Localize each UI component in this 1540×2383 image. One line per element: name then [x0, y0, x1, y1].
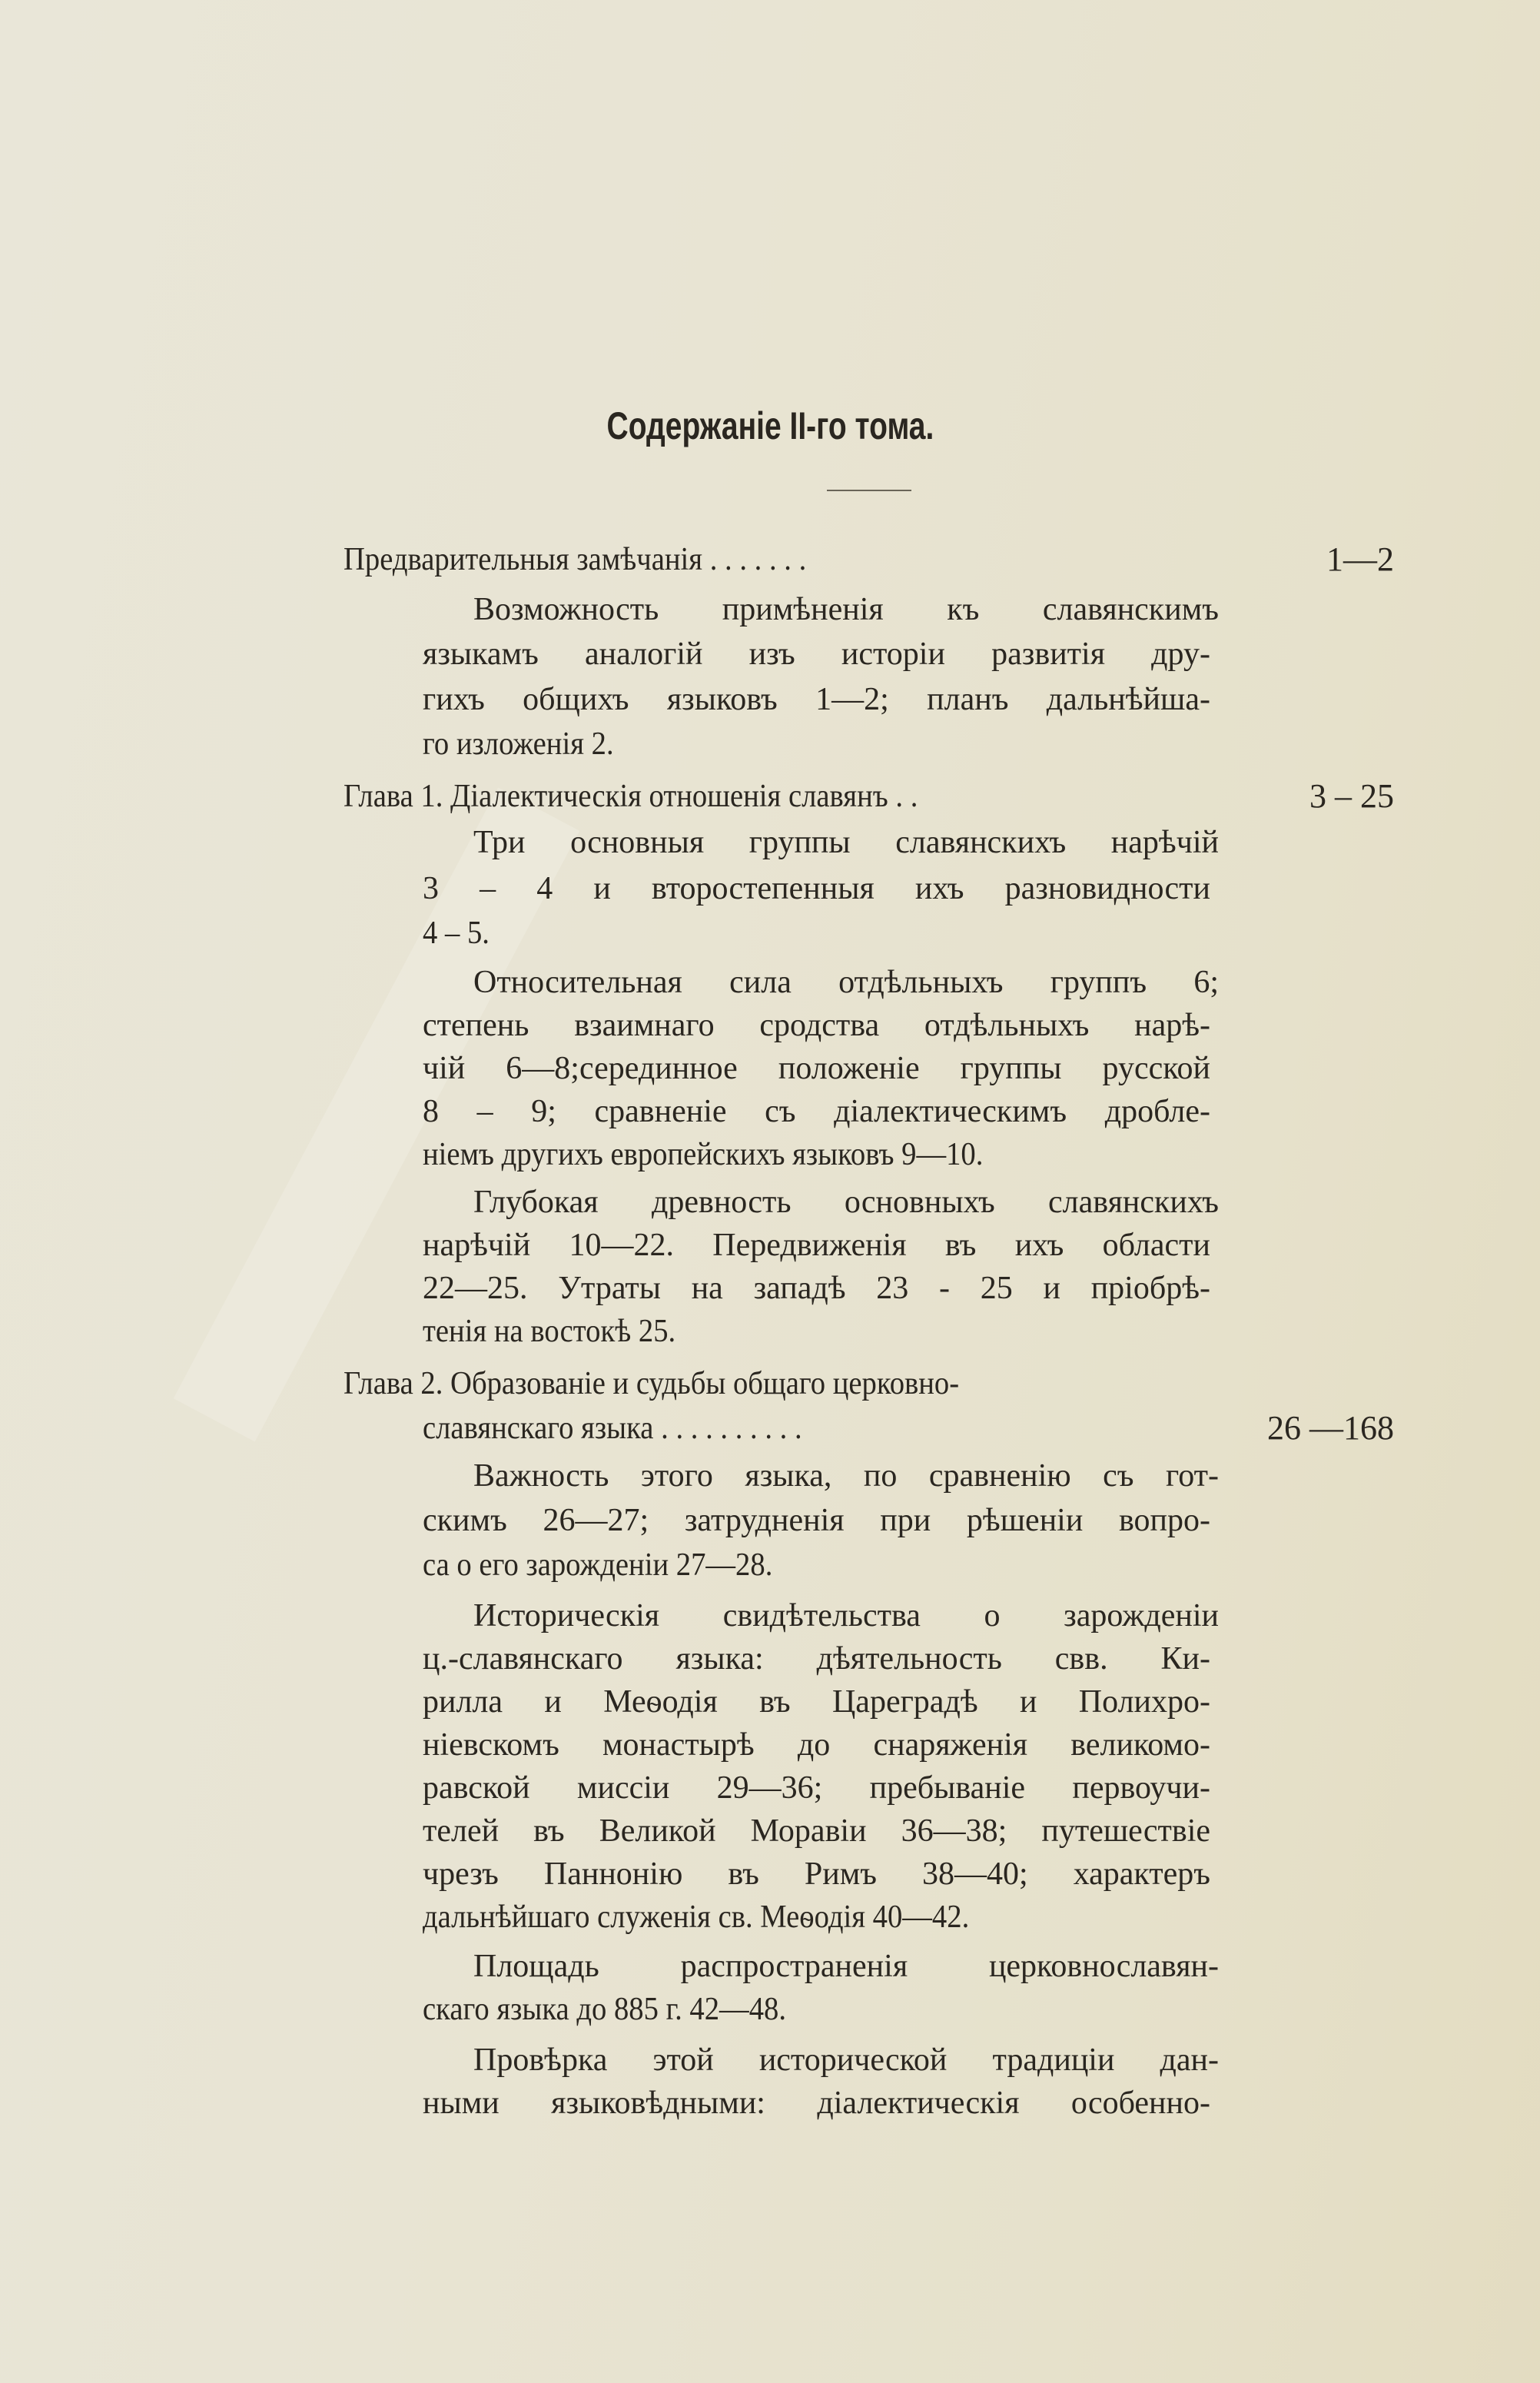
toc-entry-line: ц.-славянскаго языка: дѣятельность свв. Ки- — [423, 1641, 1210, 1677]
toc-entry-line: Возможность примѣненія къ славянскимъ — [473, 592, 1219, 627]
toc-entry-line: нарѣчій 10—22. Передвиженія въ ихъ области — [423, 1228, 1210, 1263]
toc-entry-pages: 1—2 — [1326, 540, 1394, 578]
toc-entry-pages: 26 —168 — [1267, 1409, 1394, 1447]
toc-entry-line: Относительная сила отдѣльныхъ группъ 6; — [473, 965, 1219, 1000]
page-title: Содержаніе II-го тома. — [606, 404, 934, 447]
toc-entry-heading-continuation: славянскаго языка . . . . . . . . . . — [423, 1411, 802, 1446]
toc-entry-line: Три основныя группы славянскихъ нарѣчій — [473, 825, 1219, 860]
toc-entry-line: скимъ 26—27; затрудненія при рѣшеніи вопро- — [423, 1503, 1210, 1538]
toc-entry-line: Провѣрка этой исторической традиціи дан- — [473, 2042, 1219, 2078]
toc-entry-heading: Предварительныя замѣчанія . . . . . . . — [344, 542, 807, 577]
toc-entry-line: ными языковѣдными: діалектическія особенно- — [423, 2086, 1210, 2121]
toc-entry-line: 4 – 5. — [423, 916, 490, 951]
toc-entry-line: 3 – 4 и второстепенныя ихъ разновидности — [423, 871, 1210, 906]
toc-entry-line: телей въ Великой Моравіи 36—38; путешествіе — [423, 1813, 1210, 1849]
toc-entry-line: Историческія свидѣтельства о зарожденіи — [473, 1598, 1219, 1634]
toc-entry-line: 8 – 9; сравненіе съ діалектическимъ дробле- — [423, 1094, 1210, 1129]
toc-entry-line: ніемъ другихъ европейскихъ языковъ 9—10. — [423, 1137, 984, 1172]
toc-entry-line: чій 6—8;серединное положеніе группы русской — [423, 1051, 1210, 1086]
toc-entry-line: ніевскомъ монастырѣ до снаряженія великомо- — [423, 1727, 1210, 1763]
toc-entry-line: Важность этого языка, по сравненію съ гот- — [473, 1458, 1219, 1494]
title-rule — [827, 490, 911, 491]
toc-entry-line: са о его зарожденіи 27—28. — [423, 1547, 773, 1583]
toc-entry-pages: 3 – 25 — [1309, 777, 1394, 815]
toc-entry-line: тенія на востокѣ 25. — [423, 1314, 676, 1349]
toc-entry-line: Площадь распространенія церковнославян- — [473, 1949, 1219, 1984]
toc-entry-line: языкамъ аналогій изъ исторіи развитія дру- — [423, 636, 1210, 672]
toc-entry-heading: Глава 2. Образованіе и судьбы общаго церковно- — [344, 1366, 960, 1401]
toc-entry-line: рилла и Меѳодія въ Цареградѣ и Полихро- — [423, 1684, 1210, 1720]
toc-entry-line: 22—25. Утраты на западѣ 23 - 25 и пріобрѣ- — [423, 1271, 1210, 1306]
toc-entry-line: степень взаимнаго сродства отдѣльныхъ нарѣ- — [423, 1008, 1210, 1043]
toc-entry-line: Глубокая древность основныхъ славянскихъ — [473, 1185, 1219, 1220]
toc-entry-line: дальнѣйшаго служенія св. Меѳодія 40—42. — [423, 1899, 970, 1935]
toc-entry-line: скаго языка до 885 г. 42—48. — [423, 1992, 787, 2027]
toc-entry-line: го изложенія 2. — [423, 726, 614, 762]
toc-entry-line: чрезъ Паннонію въ Римъ 38—40; характеръ — [423, 1856, 1210, 1892]
toc-entry-line: гихъ общихъ языковъ 1—2; планъ дальнѣйша- — [423, 682, 1210, 717]
toc-entry-line: равской миссіи 29—36; пребываніе первоучи- — [423, 1770, 1210, 1806]
toc-entry-heading: Глава 1. Діалектическія отношенія славянъ . . — [344, 779, 918, 814]
